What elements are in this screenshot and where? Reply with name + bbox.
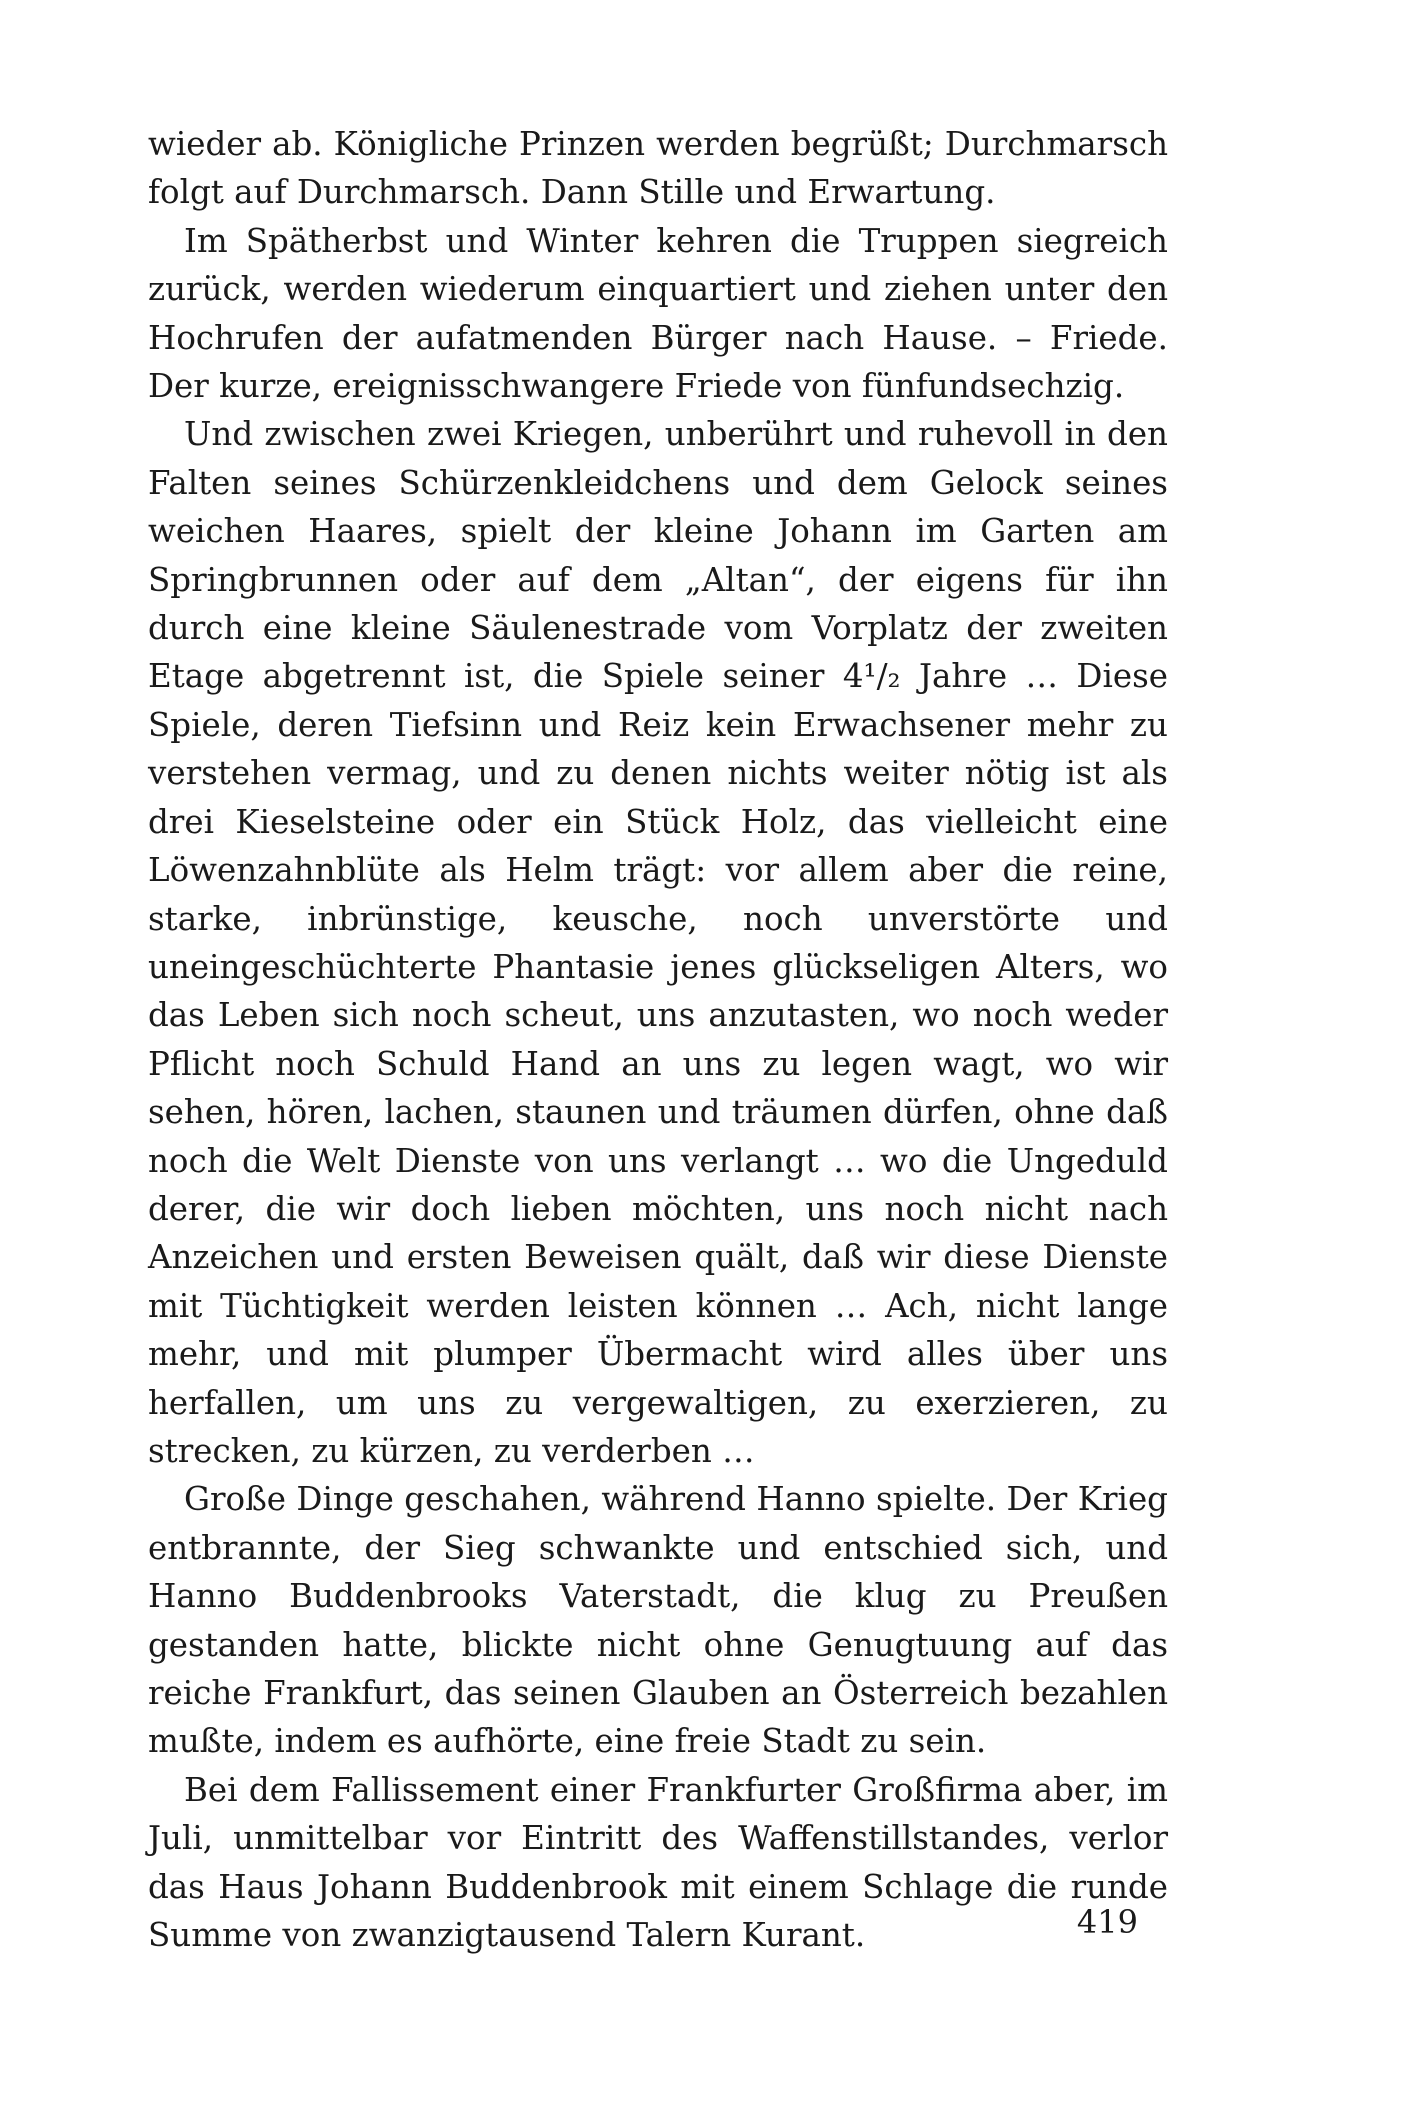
- paragraph-troops-return: Im Spätherbst und Winter kehren die Truppen siegreich zurück, werden wiederum einquartiert und ziehen unter den Hochrufen der aufatmenden Bürger nach Hause. – Friede. Der kurze, ereignisschwangere Friede von fünfundsechzig.: [148, 221, 1168, 406]
- paragraph-bankruptcy: Bei dem Fallissement einer Frankfurter Großfirma aber, im Juli, unmittelbar vor Eintritt des Waffenstillstandes, verlor das Haus Johann Buddenbrook mit einem Schlage die runde Summe von zwanzigtausend Talern Kurant.: [148, 1770, 1168, 1955]
- book-page-text: [148, 120, 1168, 1959]
- paragraph-war: Große Dinge geschahen, während Hanno spielte. Der Krieg entbrannte, der Sieg schwankte und entschied sich, und Hanno Buddenbrooks Vaterstadt, die klug zu Preußen gestanden hatte, blickte nicht ohne Genugtuung auf das reiche Frankfurt, das seinen Glauben an Österreich bezahlen mußte, indem es aufhörte, eine freie Stadt zu sein.: [148, 1480, 1168, 1761]
- page-number: 419: [1076, 1903, 1138, 1941]
- paragraph-johann-plays: Und zwischen zwei Kriegen, unberührt und ruhevoll in den Falten seines Schürzenkleidchens und dem Gelock seines weichen Haares, spielt der kleine Johann im Garten am Springbrunnen oder auf dem „Altan“, der eigens für ihn durch eine kleine Säulenestrade vom Vorplatz der zweiten Etage abgetrennt ist, die Spiele seiner 4¹/₂ Jahre … Diese Spiele, deren Tiefsinn und Reiz kein Erwachsener mehr zu verstehen vermag, und zu denen nichts weiter nötig ist als drei Kieselsteine oder ein Stück Holz, das vielleicht eine Löwenzahnblüte als Helm trägt: vor allem aber die reine, starke, inbrünstige, keusche, noch unverstörte und uneingeschüchterte Phantasie jenes glückseligen Alters, wo das Leben sich noch scheut, uns anzutasten, wo noch weder Pflicht noch Schuld Hand an uns zu legen wagt, wo wir sehen, hören, lachen, staunen und träumen dürfen, ohne daß noch die Welt Dienste von uns verlangt … wo die Ungeduld derer, die wir doch lieben möchten, uns noch nicht nach Anzeichen und ersten Beweisen quält, daß wir diese Dienste mit Tüchtigkeit werden leisten können … Ach, nicht lange mehr, und mit plumper Übermacht wird alles über uns herfallen, um uns zu vergewaltigen, zu exerzieren, zu strecken, zu kürzen, zu verderben …: [148, 415, 1168, 1470]
- paragraph-continuation: wieder ab. Königliche Prinzen werden begrüßt; Durchmarsch folgt auf Durchmarsch. Dann Stille und Erwartung.: [148, 125, 1168, 212]
